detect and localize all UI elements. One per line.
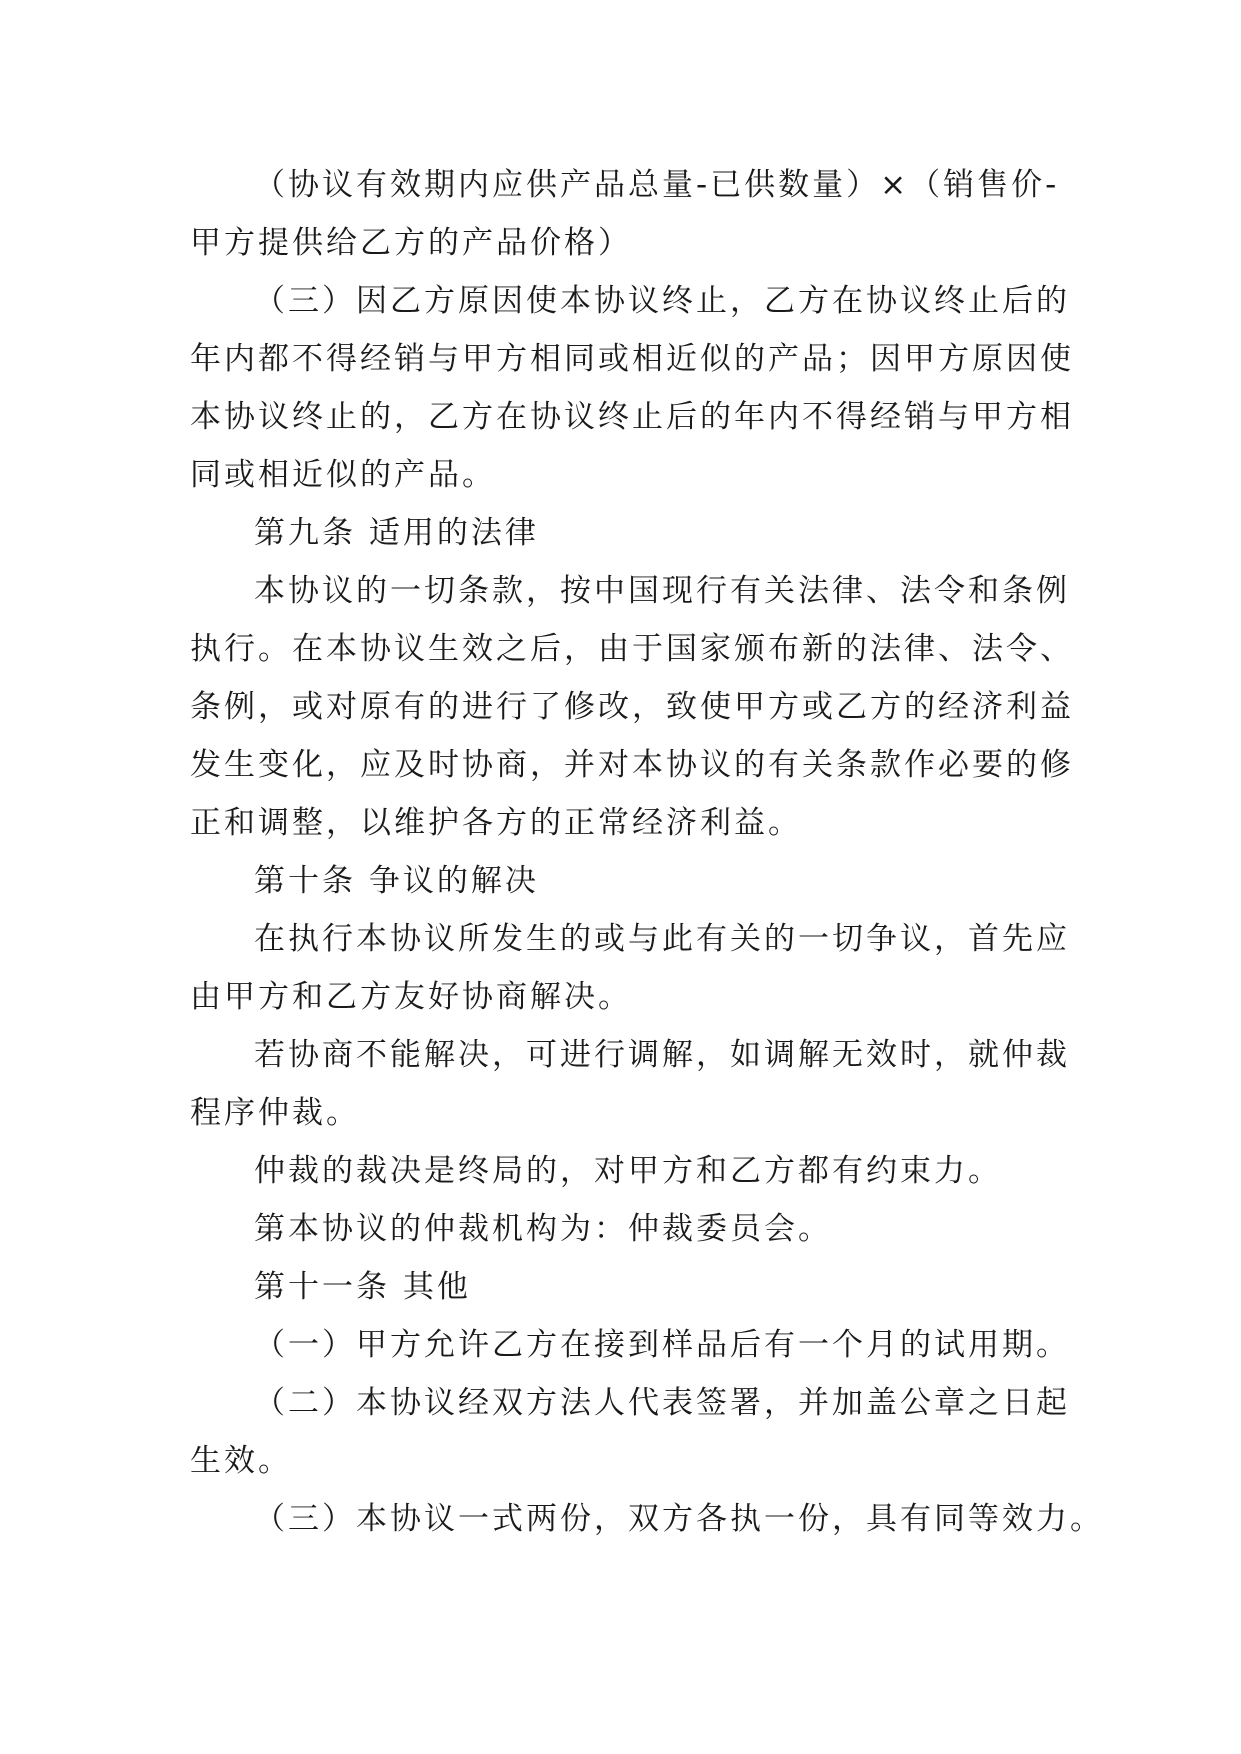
text-line: 若协商不能解决，可进行调解，如调解无效时，就仲裁 xyxy=(254,1037,1070,1073)
text-line: 年内都不得经销与甲方相同或相近似的产品；因甲方原因使 xyxy=(190,341,1074,377)
text-line: 发生变化，应及时协商，并对本协议的有关条款作必要的修 xyxy=(190,747,1074,783)
text-line: 正和调整，以维护各方的正常经济利益。 xyxy=(190,805,802,841)
text-line: 在执行本协议所发生的或与此有关的一切争议，首先应 xyxy=(254,921,1070,957)
text-line: （协议有效期内应供产品总量-已供数量）×（销售价- xyxy=(254,167,1060,203)
text-line: 由甲方和乙方友好协商解决。 xyxy=(190,979,632,1015)
text-line: 条例，或对原有的进行了修改，致使甲方或乙方的经济利益 xyxy=(190,689,1074,725)
text-line: （二）本协议经双方法人代表签署，并加盖公章之日起 xyxy=(254,1385,1070,1421)
text-line: 仲裁的裁决是终局的，对甲方和乙方都有约束力。 xyxy=(254,1153,1002,1189)
text-line: （一）甲方允许乙方在接到样品后有一个月的试用期。 xyxy=(254,1327,1070,1363)
text-line: 执行。在本协议生效之后，由于国家颁布新的法律、法令、 xyxy=(190,631,1074,667)
text-line: （三）本协议一式两份，双方各执一份，具有同等效力。 xyxy=(254,1501,1104,1537)
document-body xyxy=(190,156,1104,1548)
section-heading: 第十条 争议的解决 xyxy=(254,863,539,899)
text-line: 甲方提供给乙方的产品价格） xyxy=(190,225,632,261)
text-line: 同或相近似的产品。 xyxy=(190,457,496,493)
section-heading: 第十一条 其他 xyxy=(254,1269,471,1305)
text-line: 第本协议的仲裁机构为：仲裁委员会。 xyxy=(254,1211,832,1247)
text-line: （三）因乙方原因使本协议终止，乙方在协议终止后的 xyxy=(254,283,1070,319)
text-line: 本协议的一切条款，按中国现行有关法律、法令和条例 xyxy=(254,573,1070,609)
text-line: 程序仲裁。 xyxy=(190,1095,360,1131)
text-line: 本协议终止的，乙方在协议终止后的年内不得经销与甲方相 xyxy=(190,399,1074,435)
text-line: 生效。 xyxy=(190,1443,292,1479)
section-heading: 第九条 适用的法律 xyxy=(254,515,539,551)
